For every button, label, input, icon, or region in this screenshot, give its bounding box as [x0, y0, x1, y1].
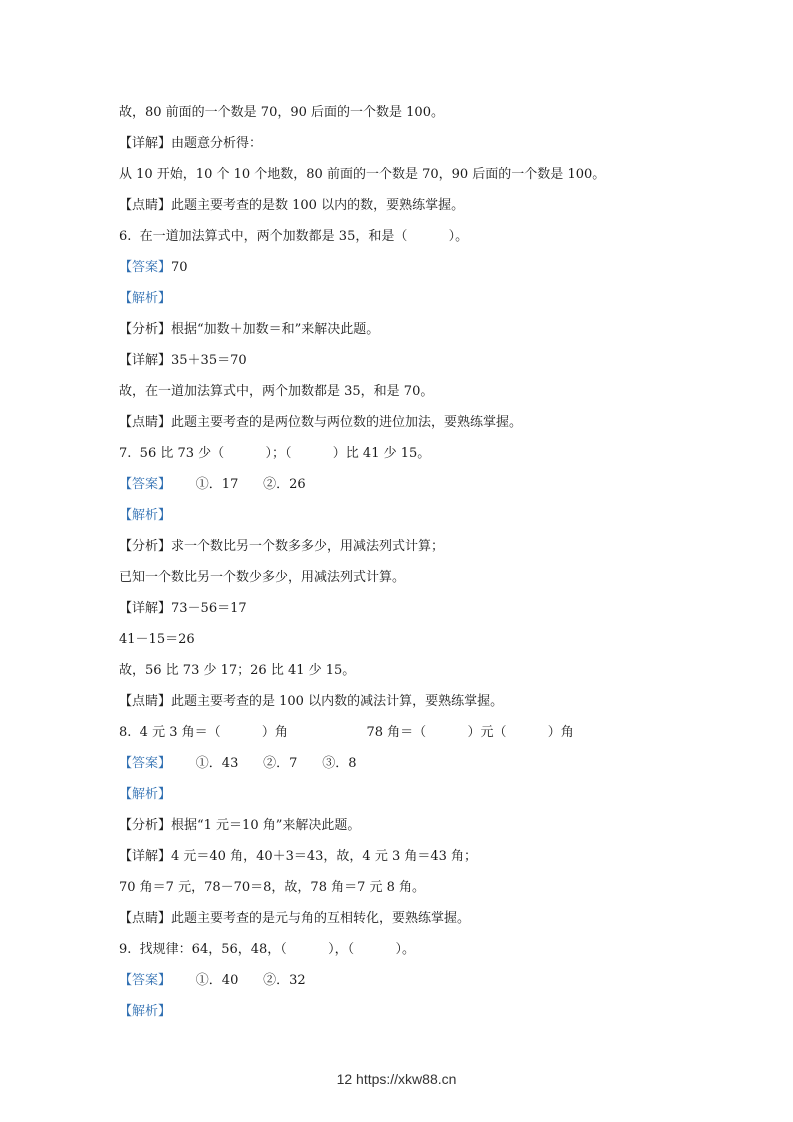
- text-line: 【点睛】此题主要考查的是 100 以内数的减法计算，要熟练掌握。: [119, 694, 504, 709]
- page-footer: 12 https://xkw88.cn: [336, 1071, 457, 1087]
- text-line: 【分析】根据“加数＋加数＝和”来解决此题。: [119, 322, 380, 337]
- text-line: 7. 56 比 73 少（ ）；（ ）比 41 少 15。: [119, 446, 431, 461]
- answer-line: [119, 755, 356, 773]
- section-tag: 【答案】: [119, 756, 172, 771]
- answer-line: [119, 1003, 171, 1021]
- answer-line: [119, 972, 306, 990]
- text-line: 【点睛】此题主要考查的是两位数与两位数的进位加法，要熟练掌握。: [119, 415, 523, 430]
- text-line: 已知一个数比另一个数少多少，用减法列式计算。: [119, 570, 406, 585]
- text-line: 故，56 比 73 少 17；26 比 41 少 15。: [119, 663, 356, 678]
- text-line: 【点睛】此题主要考查的是数 100 以内的数，要熟练掌握。: [119, 198, 465, 213]
- text-line: 故，80 前面的一个数是 70，90 后面的一个数是 100。: [119, 105, 444, 120]
- text-line: 【详解】73－56＝17: [119, 601, 247, 616]
- text-line: 【点睛】此题主要考查的是元与角的互相转化，要熟练掌握。: [119, 911, 471, 926]
- text-line: 6. 在一道加法算式中，两个加数都是 35，和是（ ）。: [119, 229, 469, 244]
- text-line: 从 10 开始，10 个 10 个地数，80 前面的一个数是 70，90 后面的一个数是 100。: [119, 167, 606, 182]
- text-line: 41－15＝26: [119, 632, 195, 647]
- answer-text: 70: [171, 260, 188, 275]
- section-tag: 【答案】: [119, 973, 172, 988]
- answer-line: [119, 259, 188, 277]
- answer-text: ①．43 ②．7 ③．8: [171, 756, 357, 771]
- text-line: 9. 找规律：64，56，48，（ ），（ ）。: [119, 942, 415, 957]
- section-tag: 【答案】: [119, 260, 172, 275]
- text-line: 【分析】求一个数比另一个数多多少，用减法列式计算；: [119, 539, 445, 554]
- answer-text: ①．17 ②．26: [171, 477, 306, 492]
- answer-text: ①．40 ②．32: [171, 973, 306, 988]
- text-line: 【详解】4 元＝40 角，40＋3＝43，故，4 元 3 角＝43 角；: [119, 849, 478, 864]
- section-tag: 【解析】: [119, 508, 172, 523]
- section-tag: 【解析】: [119, 291, 172, 306]
- answer-line: [119, 507, 171, 525]
- section-tag: 【解析】: [119, 787, 172, 802]
- answer-line: [119, 786, 171, 804]
- text-line: 【详解】35＋35＝70: [119, 353, 247, 368]
- text-line: 【分析】根据“1 元＝10 角”来解决此题。: [119, 818, 361, 833]
- text-line: 故，在一道加法算式中，两个加数都是 35，和是 70。: [119, 384, 434, 399]
- answer-line: [119, 476, 306, 494]
- text-line: 8. 4 元 3 角＝（ ）角 78 角＝（ ）元（ ）角: [119, 725, 574, 740]
- section-tag: 【答案】: [119, 477, 172, 492]
- text-line: 70 角＝7 元，78－70＝8，故，78 角＝7 元 8 角。: [119, 880, 426, 895]
- answer-line: [119, 290, 171, 308]
- text-line: 【详解】由题意分析得：: [119, 136, 263, 151]
- section-tag: 【解析】: [119, 1004, 172, 1019]
